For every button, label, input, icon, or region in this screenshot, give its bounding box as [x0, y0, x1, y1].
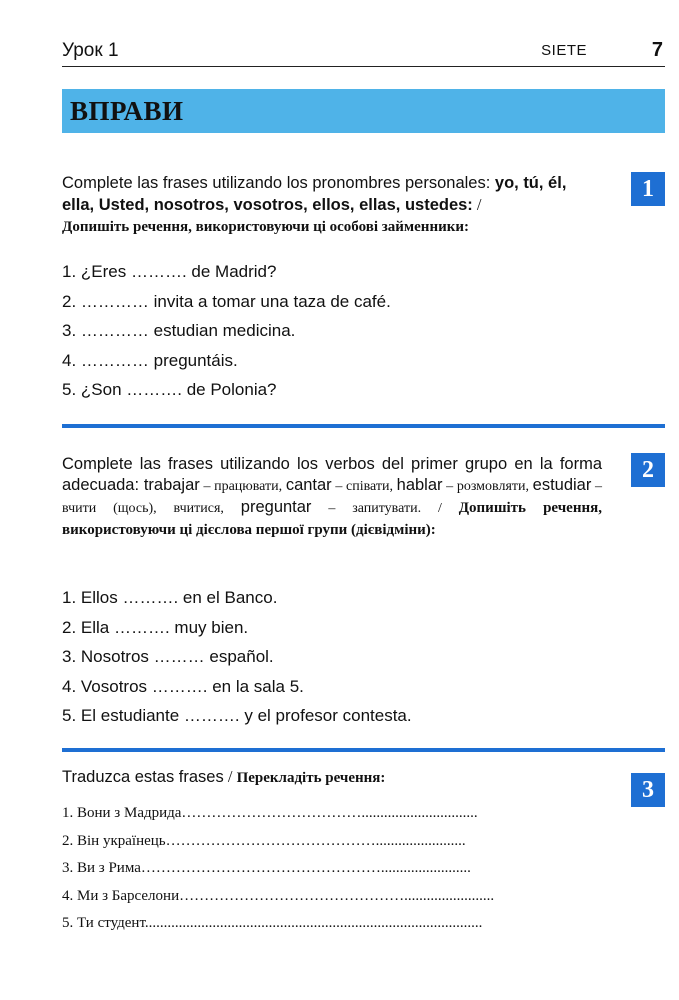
list-item: 1. Ellos ………. en el Banco.	[62, 588, 278, 607]
exercise-number-1: 1	[631, 172, 665, 206]
verb-trabajar: trabajar	[143, 476, 200, 494]
exercise-2-list	[62, 583, 412, 731]
verb-preguntar: preguntar	[240, 498, 312, 516]
list-item: 3. Ви з Рима…………………………………………........................	[62, 860, 471, 876]
instruction-spanish: Traduzca estas frases	[62, 768, 224, 786]
page-header	[62, 38, 665, 66]
list-item: 3. ………… estudian medicina.	[62, 321, 296, 340]
instruction-ukrainian: Перекладіть речення:	[236, 770, 386, 786]
instruction-spanish: Complete las frases utilizando los pronombres personales:	[62, 174, 495, 192]
gloss: – співати,	[331, 479, 397, 494]
list-item: 2. Він українець……………………………………........................	[62, 832, 466, 849]
gloss: – розмовляти,	[442, 479, 533, 494]
exercises-banner	[62, 89, 665, 133]
verb-hablar: hablar	[396, 476, 443, 494]
banner-title: ВПРАВИ	[70, 96, 184, 126]
exercise-3-list	[62, 800, 494, 938]
exercise-2-instruction	[62, 454, 602, 541]
gloss: – вчити (щось), вчитися,	[62, 479, 603, 516]
list-item: 3. Nosotros ……… español.	[62, 647, 274, 666]
instruction-spanish: Complete las frases utilizando los verbos del primer grupo en la forma adecuada:	[62, 455, 602, 494]
exercise-number-3: 3	[631, 773, 665, 807]
verb-cantar: cantar	[285, 476, 332, 494]
list-item: 4. ………… preguntáis.	[62, 350, 238, 370]
instruction-ukrainian: Допишіть речення, використовуючи ці особові займенники:	[62, 219, 470, 235]
section-divider	[62, 748, 665, 752]
section-divider	[62, 424, 665, 428]
instruction-ukrainian: Допишіть речення, використовуючи ці дієслова першої групи (дієвідміни):	[62, 500, 602, 538]
header-divider	[62, 66, 665, 67]
section-label: SIETE	[541, 42, 587, 59]
list-item: 4. Vosotros ………. en la sala 5.	[62, 676, 304, 696]
gloss: – запитувати. /	[311, 501, 459, 516]
exercise-3-instruction	[62, 766, 602, 789]
gloss: – працювати,	[199, 479, 286, 494]
exercise-1-list	[62, 257, 391, 405]
list-item: 5. El estudiante ………. y el profesor contesta.	[62, 706, 412, 725]
lesson-label: Урок 1	[62, 40, 119, 61]
list-item: 4. Ми з Барселони………………………………………........................	[62, 887, 495, 904]
list-item: 2. ………… invita a tomar una taza de café.	[62, 291, 391, 311]
list-item: 1. Вони з Мадрида………………………………...............................	[62, 805, 478, 821]
exercise-number-2: 2	[631, 453, 665, 487]
exercise-1-instruction	[62, 173, 602, 238]
list-item: 5. Ти студент..........................................................................................	[62, 915, 483, 931]
list-item: 1. ¿Eres ………. de Madrid?	[62, 262, 277, 281]
slash: /	[223, 767, 237, 786]
verb-estudiar: estudiar	[532, 476, 592, 494]
list-item: 5. ¿Son ………. de Polonia?	[62, 380, 277, 399]
pronoun-list: yo, tú, él, ella, Usted, nosotros, vosotros, ellos, ellas, ustedes:	[62, 174, 567, 214]
page-number: 7	[651, 39, 663, 61]
slash: /	[472, 195, 482, 214]
list-item: 2. Ella ………. muy bien.	[62, 617, 249, 637]
